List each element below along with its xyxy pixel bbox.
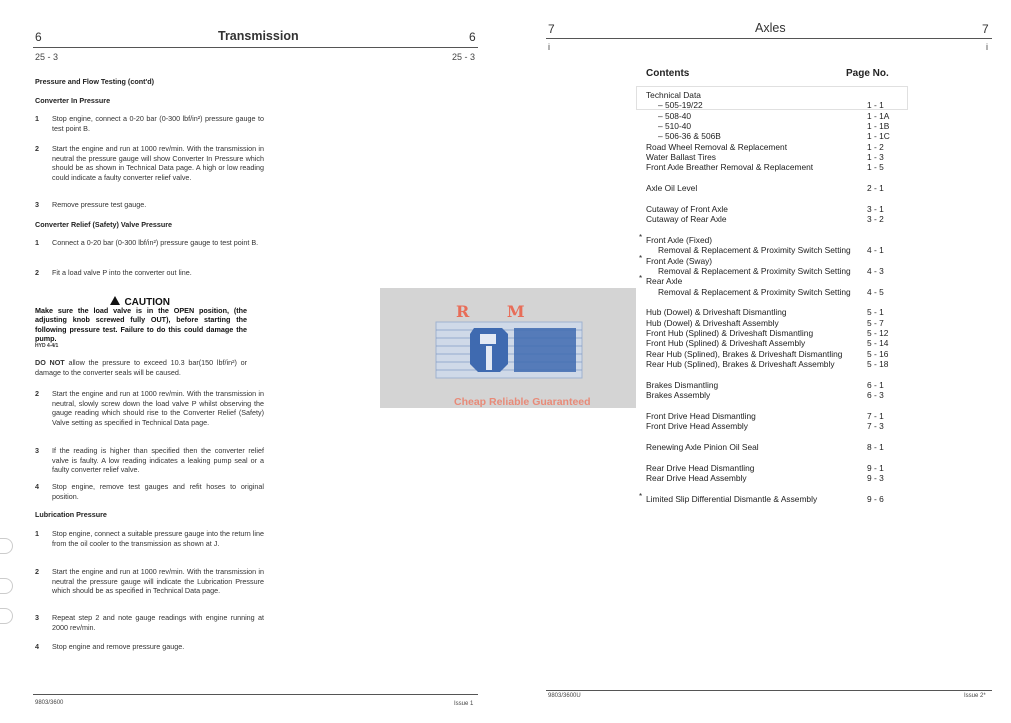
toc-page-number: 1 - 1 <box>867 100 884 110</box>
page-ref-right: 25 - 3 <box>452 52 476 62</box>
watermark-letters: R M <box>456 302 541 321</box>
toc-page-number: 4 - 3 <box>867 266 884 276</box>
watermark <box>380 288 636 408</box>
toc-entry: Hub (Dowel) & Driveshaft Dismantling <box>646 307 787 317</box>
wrench-logo-icon <box>434 320 584 380</box>
toc-entry: Axle Oil Level <box>646 183 698 193</box>
page-ref-right: i <box>986 42 988 52</box>
toc-page-number: 8 - 1 <box>867 442 884 452</box>
toc-entry: Renewing Axle Pinion Oil Seal <box>646 442 759 452</box>
toc-page-number: 5 - 18 <box>867 359 889 369</box>
toc-page-number: 1 - 1C <box>867 131 890 141</box>
toc-entry: Front Drive Head Dismantling <box>646 411 756 421</box>
toc-entry: Rear Axle <box>646 276 683 286</box>
toc-page-number: 1 - 1A <box>867 111 890 121</box>
revision-star-icon: * <box>639 492 643 501</box>
toc-page-number: 5 - 1 <box>867 307 884 317</box>
note-text: DO NOT allow the pressure to exceed 10.3 bar(150 lbf/in²) or damage to the converter seals will be caused. <box>35 358 247 377</box>
toc-entry: Rear Drive Head Dismantling <box>646 463 755 473</box>
toc-page-number: 5 - 14 <box>867 338 889 348</box>
footer-doc-number: 9803/3600 <box>35 700 64 706</box>
toc-entry: Road Wheel Removal & Replacement <box>646 142 788 152</box>
toc-entry: Water Ballast Tires <box>646 152 716 162</box>
toc-entry: Rear Hub (Splined), Brakes & Driveshaft Dismantling <box>646 349 843 359</box>
toc-entry: Technical Data <box>646 90 701 100</box>
caution-text: Make sure the load valve is in the OPEN position, (the adjusting knob screwed fully OUT), before starting the following pressure test. Failure to do this could damage the pump. <box>35 306 247 343</box>
toc-entry: Front Axle (Fixed) <box>646 235 713 245</box>
toc-entry: Limited Slip Differential Dismantle & Assembly <box>646 494 818 504</box>
footer-rule <box>546 690 992 691</box>
footer-issue: Issue 1 <box>454 701 474 707</box>
toc-page-number: 9 - 1 <box>867 463 884 473</box>
left-page: 6 Transmission 6 25 - 3 25 - 3 Pressure and Flow Testing (cont'd) Converter In Pressure 1 Stop engine, connect a 0-20 bar (0-300 lbf/in²) pressure gauge to test point B. 2 Start the engine and run at 1000 rev/min. With the transmission in neutral the pressure gauge will show Converter In Pressure which should be as shown in Technical Data page. A high or low reading could indicate a faulty converter relief valve. 3 Remove pressure test gauge. Converter Relief (Safety) Valve Pressure 1 Connect a 0-20 bar (0-300 lbf/in²) pressure gauge to test point B. 2 Fit a load valve P into the converter out line. CAUTION Make sure the load valve is in the OPEN position, (the adjusting knob screwed fully OUT), before starting the following pressure test. Failure to do this could damage the pump. HYD 4-4/1 DO NOT allow the pressure to exceed 10.3 bar(150 lbf/in²) or damage to the converter seals will be caused. 2 Start the engine and run at 1000 rev/min. With the transmission in neutral, slowly screw down the load valve P whilst observing the gauge reading which should rise to the Converter Relief (Safety) Valve setting as specified in Technical Data page. 3 If the reading is higher than specified then the converter relief valve is faulty. A low reading indicates a leaking pump seal or a faulty converter relief valve. 4 Stop engine, remove test gauges and refit hoses to original position. Lubrication Pressure 1 Stop engine, connect a suitable pressure gauge into the return line from the oil cooler to the transmission as shown at J. 2 Start the engine and run at 1000 rev/min. With the transmission in neutral the pressure gauge will indicate the Lubrication Pressure which should be as specified in Technical Data page. 3 Repeat step 2 and note gauge readings with engine running at 2000 rev/min. 4 Stop engine and remove pressure gauge. 9803/3600 Issue 1 <box>0 0 500 723</box>
page-ref: i <box>548 42 550 52</box>
toc-page-number: 7 - 1 <box>867 411 884 421</box>
page-number-heading: Page No. <box>846 68 889 79</box>
toc-page-number: 5 - 7 <box>867 318 884 328</box>
toc-entry: Cutaway of Rear Axle <box>646 214 727 224</box>
page-section-number-right: 7 <box>982 22 989 36</box>
footer-rule <box>33 694 478 695</box>
toc-page-number: 9 - 3 <box>867 473 884 483</box>
revision-star-icon: * <box>639 254 643 263</box>
toc-page-number: 9 - 6 <box>867 494 884 504</box>
watermark-tagline: Cheap Reliable Guaranteed <box>454 396 591 408</box>
page-title: Axles <box>755 21 786 35</box>
subheading-lubrication: Lubrication Pressure <box>35 510 107 519</box>
page-section-number: 6 <box>35 30 42 44</box>
warning-triangle-icon <box>110 296 120 305</box>
toc-entry: Rear Hub (Splined), Brakes & Driveshaft Assembly <box>646 359 835 369</box>
subheading-relief: Converter Relief (Safety) Valve Pressure <box>35 220 173 229</box>
toc-page-number: 4 - 1 <box>867 245 884 255</box>
toc-entry: Cutaway of Front Axle <box>646 204 728 214</box>
toc-entry: Front Drive Head Assembly <box>646 421 748 431</box>
footer-doc-number: 9803/3600U <box>548 693 581 699</box>
toc-entry: Hub (Dowel) & Driveshaft Assembly <box>646 318 779 328</box>
toc-page-number: 1 - 5 <box>867 162 884 172</box>
subheading-converter-in: Converter In Pressure <box>35 96 111 105</box>
revision-star-icon: * <box>639 233 643 242</box>
toc-entry: Removal & Replacement & Proximity Switch Setting <box>658 245 851 255</box>
page-section-number: 7 <box>548 22 555 36</box>
toc-page-number: 6 - 3 <box>867 390 884 400</box>
toc-page-number: 3 - 2 <box>867 214 884 224</box>
toc-entry: Brakes Dismantling <box>646 380 719 390</box>
caution-code: HYD 4-4/1 <box>35 343 59 349</box>
footer-issue: Issue 2* <box>964 693 986 699</box>
toc-page-number: 1 - 3 <box>867 152 884 162</box>
toc-page-number: 1 - 2 <box>867 142 884 152</box>
contents-heading: Contents <box>646 68 690 79</box>
toc-entry: Rear Drive Head Assembly <box>646 473 747 483</box>
toc-entry: Brakes Assembly <box>646 390 711 400</box>
header-rule <box>546 38 992 39</box>
toc-entry: – 510-40 <box>658 121 692 131</box>
page-title: Transmission <box>218 29 299 43</box>
caution-heading: CAUTION <box>110 292 170 310</box>
toc-page-number: 7 - 3 <box>867 421 884 431</box>
toc-entry: – 508-40 <box>658 111 692 121</box>
header-rule <box>33 47 478 48</box>
toc-page-number: 5 - 12 <box>867 328 889 338</box>
toc-entry: Front Axle Breather Removal & Replacement <box>646 162 814 172</box>
section-title: Pressure and Flow Testing (cont'd) <box>35 77 154 86</box>
toc-entry: Front Axle (Sway) <box>646 256 713 266</box>
toc-entry: Removal & Replacement & Proximity Switch Setting <box>658 287 851 297</box>
toc-page-number: 6 - 1 <box>867 380 884 390</box>
toc-entry: – 505-19/22 <box>658 100 703 110</box>
page-ref: 25 - 3 <box>35 52 59 62</box>
toc-page-number: 5 - 16 <box>867 349 889 359</box>
revision-star-icon: * <box>639 274 643 283</box>
toc-page-number: 2 - 1 <box>867 183 884 193</box>
toc-page-number: 3 - 1 <box>867 204 884 214</box>
toc-entry: – 506-36 & 506B <box>658 131 721 141</box>
toc-entry: Removal & Replacement & Proximity Switch Setting <box>658 266 851 276</box>
toc-entry: Front Hub (Splined) & Driveshaft Dismantling <box>646 328 814 338</box>
toc-page-number: 4 - 5 <box>867 287 884 297</box>
toc-page-number: 1 - 1B <box>867 121 890 131</box>
toc-entry: Front Hub (Splined) & Driveshaft Assembly <box>646 338 806 348</box>
page-section-number-right: 6 <box>469 30 476 44</box>
